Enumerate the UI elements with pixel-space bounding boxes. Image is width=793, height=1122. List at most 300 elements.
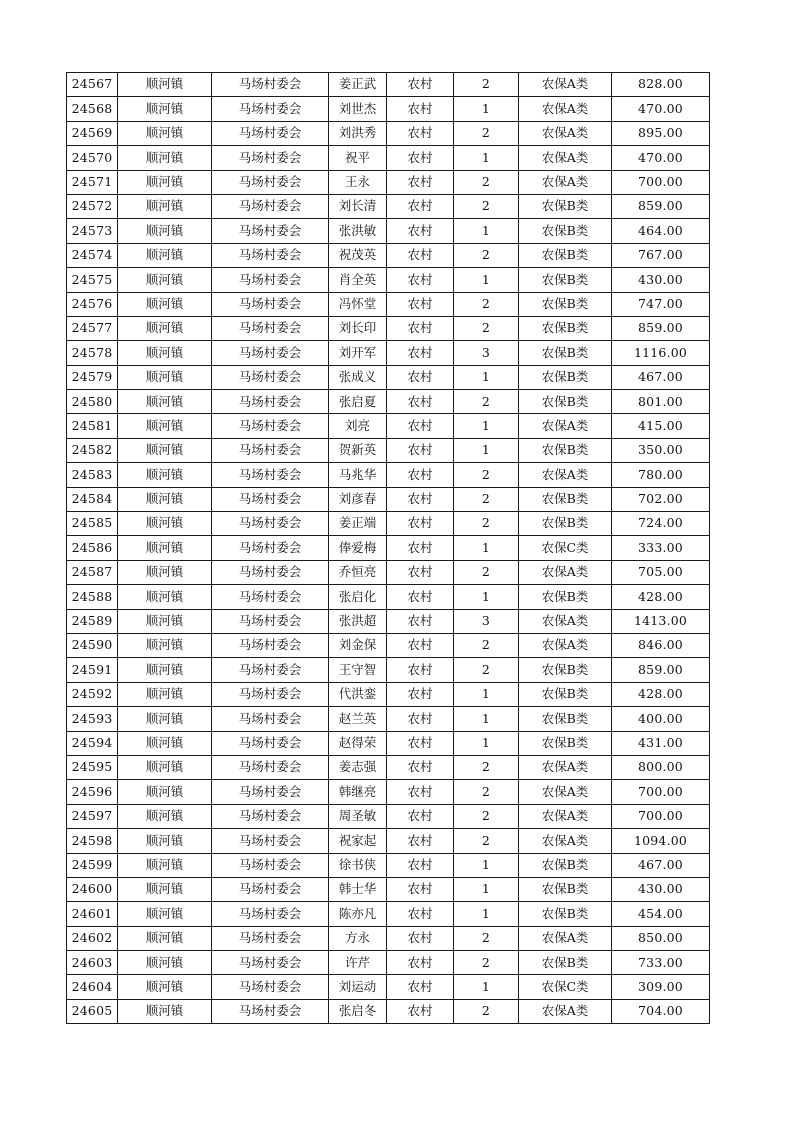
town-cell: 顺河镇	[118, 853, 212, 877]
id-cell: 24582	[67, 438, 118, 462]
village-cell: 马场村委会	[212, 536, 329, 560]
table-row	[67, 268, 710, 292]
village-cell: 马场村委会	[212, 146, 329, 170]
name-cell: 周圣敏	[329, 804, 387, 828]
category-cell: 农保A类	[519, 146, 612, 170]
household-size-cell: 2	[454, 512, 519, 536]
id-cell: 24602	[67, 926, 118, 950]
village-cell: 马场村委会	[212, 609, 329, 633]
area-type-cell: 农村	[387, 390, 454, 414]
id-cell: 24591	[67, 658, 118, 682]
table-row	[67, 219, 710, 243]
id-cell: 24604	[67, 975, 118, 999]
town-cell: 顺河镇	[118, 121, 212, 145]
area-type-cell: 农村	[387, 536, 454, 560]
id-cell: 24590	[67, 633, 118, 657]
name-cell: 马兆华	[329, 463, 387, 487]
village-cell: 马场村委会	[212, 780, 329, 804]
town-cell: 顺河镇	[118, 536, 212, 560]
area-type-cell: 农村	[387, 365, 454, 389]
household-size-cell: 2	[454, 73, 519, 97]
amount-cell: 1413.00	[612, 609, 710, 633]
area-type-cell: 农村	[387, 804, 454, 828]
village-cell: 马场村委会	[212, 853, 329, 877]
household-size-cell: 1	[454, 536, 519, 560]
household-size-cell: 1	[454, 414, 519, 438]
amount-cell: 428.00	[612, 682, 710, 706]
household-size-cell: 2	[454, 243, 519, 267]
id-cell: 24587	[67, 560, 118, 584]
amount-cell: 700.00	[612, 804, 710, 828]
household-size-cell: 1	[454, 853, 519, 877]
area-type-cell: 农村	[387, 999, 454, 1023]
table-row	[67, 512, 710, 536]
household-size-cell: 2	[454, 316, 519, 340]
household-size-cell: 2	[454, 121, 519, 145]
town-cell: 顺河镇	[118, 170, 212, 194]
village-cell: 马场村委会	[212, 707, 329, 731]
id-cell: 24585	[67, 512, 118, 536]
name-cell: 许芹	[329, 951, 387, 975]
category-cell: 农保B类	[519, 853, 612, 877]
household-size-cell: 1	[454, 268, 519, 292]
table-row	[67, 609, 710, 633]
category-cell: 农保B类	[519, 438, 612, 462]
category-cell: 农保B类	[519, 219, 612, 243]
area-type-cell: 农村	[387, 243, 454, 267]
household-size-cell: 1	[454, 97, 519, 121]
amount-cell: 1116.00	[612, 341, 710, 365]
village-cell: 马场村委会	[212, 414, 329, 438]
area-type-cell: 农村	[387, 73, 454, 97]
area-type-cell: 农村	[387, 877, 454, 901]
household-size-cell: 2	[454, 658, 519, 682]
amount-cell: 747.00	[612, 292, 710, 316]
table-row	[67, 829, 710, 853]
category-cell: 农保A类	[519, 804, 612, 828]
amount-cell: 470.00	[612, 97, 710, 121]
area-type-cell: 农村	[387, 146, 454, 170]
household-size-cell: 1	[454, 682, 519, 706]
village-cell: 马场村委会	[212, 877, 329, 901]
table-row	[67, 292, 710, 316]
id-cell: 24578	[67, 341, 118, 365]
category-cell: 农保B类	[519, 292, 612, 316]
table-row	[67, 414, 710, 438]
village-cell: 马场村委会	[212, 365, 329, 389]
amount-cell: 1094.00	[612, 829, 710, 853]
village-cell: 马场村委会	[212, 268, 329, 292]
table-row	[67, 780, 710, 804]
table-row	[67, 707, 710, 731]
village-cell: 马场村委会	[212, 804, 329, 828]
village-cell: 马场村委会	[212, 633, 329, 657]
village-cell: 马场村委会	[212, 755, 329, 779]
amount-cell: 780.00	[612, 463, 710, 487]
amount-cell: 309.00	[612, 975, 710, 999]
town-cell: 顺河镇	[118, 658, 212, 682]
name-cell: 陈亦凡	[329, 902, 387, 926]
town-cell: 顺河镇	[118, 438, 212, 462]
town-cell: 顺河镇	[118, 414, 212, 438]
table-row	[67, 633, 710, 657]
name-cell: 代洪銮	[329, 682, 387, 706]
household-size-cell: 1	[454, 902, 519, 926]
name-cell: 刘世杰	[329, 97, 387, 121]
town-cell: 顺河镇	[118, 243, 212, 267]
category-cell: 农保B类	[519, 194, 612, 218]
category-cell: 农保A类	[519, 780, 612, 804]
id-cell: 24584	[67, 487, 118, 511]
village-cell: 马场村委会	[212, 170, 329, 194]
town-cell: 顺河镇	[118, 829, 212, 853]
name-cell: 赵得荣	[329, 731, 387, 755]
table-row	[67, 682, 710, 706]
id-cell: 24569	[67, 121, 118, 145]
town-cell: 顺河镇	[118, 341, 212, 365]
amount-cell: 767.00	[612, 243, 710, 267]
table-row	[67, 731, 710, 755]
name-cell: 姜正端	[329, 512, 387, 536]
table-row	[67, 73, 710, 97]
name-cell: 俸爱梅	[329, 536, 387, 560]
area-type-cell: 农村	[387, 194, 454, 218]
table-row	[67, 877, 710, 901]
household-size-cell: 1	[454, 731, 519, 755]
village-cell: 马场村委会	[212, 194, 329, 218]
area-type-cell: 农村	[387, 926, 454, 950]
id-cell: 24596	[67, 780, 118, 804]
area-type-cell: 农村	[387, 463, 454, 487]
amount-cell: 350.00	[612, 438, 710, 462]
table-body	[67, 73, 710, 1024]
id-cell: 24594	[67, 731, 118, 755]
category-cell: 农保B类	[519, 682, 612, 706]
village-cell: 马场村委会	[212, 97, 329, 121]
amount-cell: 467.00	[612, 365, 710, 389]
name-cell: 张成义	[329, 365, 387, 389]
town-cell: 顺河镇	[118, 487, 212, 511]
table-row	[67, 658, 710, 682]
id-cell: 24577	[67, 316, 118, 340]
amount-cell: 859.00	[612, 658, 710, 682]
village-cell: 马场村委会	[212, 438, 329, 462]
table-row	[67, 999, 710, 1023]
id-cell: 24592	[67, 682, 118, 706]
amount-cell: 895.00	[612, 121, 710, 145]
category-cell: 农保A类	[519, 560, 612, 584]
category-cell: 农保B类	[519, 365, 612, 389]
town-cell: 顺河镇	[118, 707, 212, 731]
household-size-cell: 2	[454, 560, 519, 584]
area-type-cell: 农村	[387, 951, 454, 975]
category-cell: 农保B类	[519, 707, 612, 731]
village-cell: 马场村委会	[212, 585, 329, 609]
area-type-cell: 农村	[387, 975, 454, 999]
area-type-cell: 农村	[387, 438, 454, 462]
household-size-cell: 2	[454, 951, 519, 975]
name-cell: 张启冬	[329, 999, 387, 1023]
table-row	[67, 902, 710, 926]
town-cell: 顺河镇	[118, 804, 212, 828]
amount-cell: 704.00	[612, 999, 710, 1023]
id-cell: 24595	[67, 755, 118, 779]
category-cell: 农保B类	[519, 243, 612, 267]
table-row	[67, 194, 710, 218]
id-cell: 24567	[67, 73, 118, 97]
village-cell: 马场村委会	[212, 121, 329, 145]
village-cell: 马场村委会	[212, 292, 329, 316]
id-cell: 24583	[67, 463, 118, 487]
village-cell: 马场村委会	[212, 999, 329, 1023]
id-cell: 24597	[67, 804, 118, 828]
area-type-cell: 农村	[387, 219, 454, 243]
area-type-cell: 农村	[387, 292, 454, 316]
village-cell: 马场村委会	[212, 219, 329, 243]
village-cell: 马场村委会	[212, 731, 329, 755]
id-cell: 24572	[67, 194, 118, 218]
category-cell: 农保A类	[519, 999, 612, 1023]
category-cell: 农保A类	[519, 73, 612, 97]
town-cell: 顺河镇	[118, 755, 212, 779]
village-cell: 马场村委会	[212, 658, 329, 682]
id-cell: 24581	[67, 414, 118, 438]
area-type-cell: 农村	[387, 512, 454, 536]
household-size-cell: 2	[454, 829, 519, 853]
name-cell: 刘长清	[329, 194, 387, 218]
category-cell: 农保B类	[519, 877, 612, 901]
id-cell: 24589	[67, 609, 118, 633]
area-type-cell: 农村	[387, 170, 454, 194]
town-cell: 顺河镇	[118, 268, 212, 292]
town-cell: 顺河镇	[118, 97, 212, 121]
name-cell: 张启化	[329, 585, 387, 609]
name-cell: 贺新英	[329, 438, 387, 462]
household-size-cell: 2	[454, 633, 519, 657]
area-type-cell: 农村	[387, 341, 454, 365]
household-size-cell: 2	[454, 194, 519, 218]
table-row	[67, 341, 710, 365]
category-cell: 农保C类	[519, 536, 612, 560]
table-row	[67, 560, 710, 584]
category-cell: 农保B类	[519, 487, 612, 511]
household-size-cell: 3	[454, 609, 519, 633]
name-cell: 韩士华	[329, 877, 387, 901]
household-size-cell: 1	[454, 585, 519, 609]
household-size-cell: 2	[454, 292, 519, 316]
category-cell: 农保A类	[519, 463, 612, 487]
id-cell: 24576	[67, 292, 118, 316]
category-cell: 农保B类	[519, 341, 612, 365]
table-row	[67, 536, 710, 560]
town-cell: 顺河镇	[118, 219, 212, 243]
household-size-cell: 1	[454, 975, 519, 999]
table-row	[67, 365, 710, 389]
table-row	[67, 804, 710, 828]
village-cell: 马场村委会	[212, 390, 329, 414]
name-cell: 祝茂英	[329, 243, 387, 267]
id-cell: 24580	[67, 390, 118, 414]
table-row	[67, 97, 710, 121]
table-row	[67, 463, 710, 487]
town-cell: 顺河镇	[118, 316, 212, 340]
amount-cell: 801.00	[612, 390, 710, 414]
area-type-cell: 农村	[387, 633, 454, 657]
area-type-cell: 农村	[387, 97, 454, 121]
household-size-cell: 1	[454, 707, 519, 731]
area-type-cell: 农村	[387, 902, 454, 926]
town-cell: 顺河镇	[118, 975, 212, 999]
area-type-cell: 农村	[387, 853, 454, 877]
table-row	[67, 146, 710, 170]
name-cell: 刘长印	[329, 316, 387, 340]
household-size-cell: 3	[454, 341, 519, 365]
name-cell: 刘金保	[329, 633, 387, 657]
household-size-cell: 2	[454, 999, 519, 1023]
category-cell: 农保A类	[519, 926, 612, 950]
name-cell: 肖全英	[329, 268, 387, 292]
area-type-cell: 农村	[387, 560, 454, 584]
name-cell: 赵兰英	[329, 707, 387, 731]
household-size-cell: 2	[454, 390, 519, 414]
amount-cell: 702.00	[612, 487, 710, 511]
amount-cell: 415.00	[612, 414, 710, 438]
table-row	[67, 975, 710, 999]
table-row	[67, 951, 710, 975]
area-type-cell: 农村	[387, 658, 454, 682]
village-cell: 马场村委会	[212, 926, 329, 950]
village-cell: 马场村委会	[212, 341, 329, 365]
table-row	[67, 926, 710, 950]
household-size-cell: 2	[454, 780, 519, 804]
town-cell: 顺河镇	[118, 609, 212, 633]
id-cell: 24575	[67, 268, 118, 292]
amount-cell: 470.00	[612, 146, 710, 170]
table-row	[67, 316, 710, 340]
town-cell: 顺河镇	[118, 146, 212, 170]
category-cell: 农保B类	[519, 902, 612, 926]
town-cell: 顺河镇	[118, 585, 212, 609]
amount-cell: 733.00	[612, 951, 710, 975]
amount-cell: 431.00	[612, 731, 710, 755]
area-type-cell: 农村	[387, 707, 454, 731]
category-cell: 农保B类	[519, 731, 612, 755]
amount-cell: 859.00	[612, 316, 710, 340]
village-cell: 马场村委会	[212, 316, 329, 340]
household-size-cell: 1	[454, 438, 519, 462]
name-cell: 刘彦春	[329, 487, 387, 511]
amount-cell: 850.00	[612, 926, 710, 950]
category-cell: 农保A类	[519, 170, 612, 194]
town-cell: 顺河镇	[118, 463, 212, 487]
category-cell: 农保A类	[519, 829, 612, 853]
id-cell: 24574	[67, 243, 118, 267]
name-cell: 方永	[329, 926, 387, 950]
village-cell: 马场村委会	[212, 951, 329, 975]
amount-cell: 430.00	[612, 877, 710, 901]
id-cell: 24586	[67, 536, 118, 560]
data-table	[66, 72, 710, 1024]
area-type-cell: 农村	[387, 780, 454, 804]
area-type-cell: 农村	[387, 316, 454, 340]
amount-cell: 454.00	[612, 902, 710, 926]
id-cell: 24605	[67, 999, 118, 1023]
category-cell: 农保B类	[519, 316, 612, 340]
id-cell: 24601	[67, 902, 118, 926]
table-row	[67, 487, 710, 511]
table-row	[67, 755, 710, 779]
id-cell: 24600	[67, 877, 118, 901]
town-cell: 顺河镇	[118, 999, 212, 1023]
category-cell: 农保A类	[519, 755, 612, 779]
name-cell: 祝平	[329, 146, 387, 170]
name-cell: 张洪敏	[329, 219, 387, 243]
name-cell: 乔恒亮	[329, 560, 387, 584]
town-cell: 顺河镇	[118, 951, 212, 975]
name-cell: 韩继亮	[329, 780, 387, 804]
name-cell: 张洪超	[329, 609, 387, 633]
town-cell: 顺河镇	[118, 780, 212, 804]
area-type-cell: 农村	[387, 609, 454, 633]
category-cell: 农保A类	[519, 414, 612, 438]
table-row	[67, 585, 710, 609]
town-cell: 顺河镇	[118, 512, 212, 536]
area-type-cell: 农村	[387, 121, 454, 145]
name-cell: 刘开军	[329, 341, 387, 365]
amount-cell: 705.00	[612, 560, 710, 584]
village-cell: 马场村委会	[212, 829, 329, 853]
area-type-cell: 农村	[387, 682, 454, 706]
table-row	[67, 853, 710, 877]
amount-cell: 467.00	[612, 853, 710, 877]
amount-cell: 846.00	[612, 633, 710, 657]
id-cell: 24599	[67, 853, 118, 877]
town-cell: 顺河镇	[118, 682, 212, 706]
amount-cell: 700.00	[612, 170, 710, 194]
household-size-cell: 2	[454, 170, 519, 194]
name-cell: 冯怀堂	[329, 292, 387, 316]
name-cell: 王永	[329, 170, 387, 194]
category-cell: 农保A类	[519, 97, 612, 121]
amount-cell: 333.00	[612, 536, 710, 560]
town-cell: 顺河镇	[118, 902, 212, 926]
area-type-cell: 农村	[387, 731, 454, 755]
id-cell: 24588	[67, 585, 118, 609]
town-cell: 顺河镇	[118, 926, 212, 950]
id-cell: 24570	[67, 146, 118, 170]
household-size-cell: 1	[454, 877, 519, 901]
village-cell: 马场村委会	[212, 512, 329, 536]
amount-cell: 430.00	[612, 268, 710, 292]
village-cell: 马场村委会	[212, 487, 329, 511]
village-cell: 马场村委会	[212, 975, 329, 999]
household-size-cell: 2	[454, 755, 519, 779]
table-row	[67, 243, 710, 267]
town-cell: 顺河镇	[118, 560, 212, 584]
town-cell: 顺河镇	[118, 877, 212, 901]
village-cell: 马场村委会	[212, 73, 329, 97]
id-cell: 24603	[67, 951, 118, 975]
village-cell: 马场村委会	[212, 902, 329, 926]
name-cell: 姜正武	[329, 73, 387, 97]
household-size-cell: 1	[454, 365, 519, 389]
id-cell: 24579	[67, 365, 118, 389]
name-cell: 王守智	[329, 658, 387, 682]
amount-cell: 464.00	[612, 219, 710, 243]
household-size-cell: 1	[454, 146, 519, 170]
id-cell: 24598	[67, 829, 118, 853]
village-cell: 马场村委会	[212, 463, 329, 487]
